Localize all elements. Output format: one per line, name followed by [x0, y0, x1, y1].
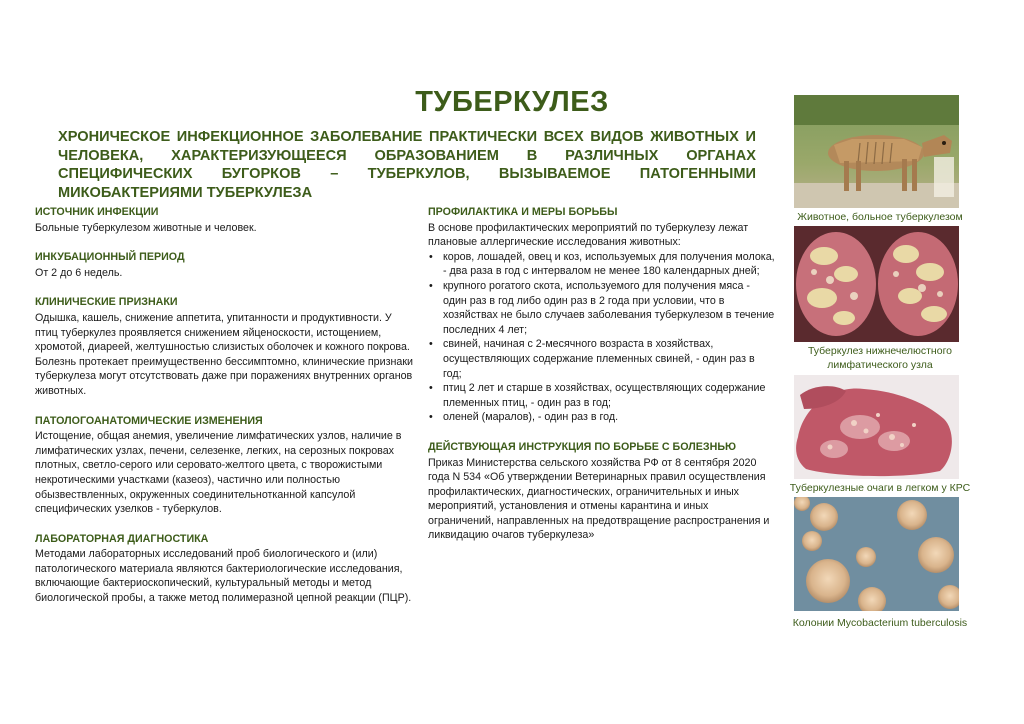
- sick-cow-photo: [794, 95, 959, 208]
- page-title: ТУБЕРКУЛЕЗ: [415, 86, 609, 118]
- page-subtitle: ХРОНИЧЕСКОЕ ИНФЕКЦИОННОЕ ЗАБОЛЕВАНИЕ ПРАКТИЧЕСКИ ВСЕХ ВИДОВ ЖИВОТНЫХ И ЧЕЛОВЕКА, ХАРАКТЕРИЗУЮЩЕЕСЯ ОБРАЗОВАНИЕМ В РАЗЛИЧНЫХ ОРГАНАХ СПЕЦИФИЧЕСКИХ БУГОРКОВ – ТУБЕРКУЛОВ, ВЫЗЫВАЕМОЕ ПАТОГЕННЫМИ МИКОБАКТЕРИЯМИ ТУБЕРКУЛЕЗА: [58, 129, 756, 201]
- section-text: Истощение, общая анемия, увеличение лимфатических узлов, наличие в лимфатических узлах, печени, селезенке, легких, на серозных покровах плотных, светло-серого или серовато-желтого цвета, с творожистыми некротическими участками (казеоз), частично или полностью обызвествленных, окруженных соединительнотканной капсулой специфических узелков - туберкулов.: [35, 430, 402, 516]
- list-item: • оленей (маралов), - один раз в год.: [428, 410, 776, 425]
- section-heading: ИНКУБАЦИОННЫЙ ПЕРИОД: [35, 251, 185, 264]
- section-pathology: [35, 414, 415, 517]
- section-prevention: [428, 205, 776, 425]
- middle-column: [428, 205, 776, 558]
- section-heading: ДЕЙСТВУЮЩАЯ ИНСТРУКЦИЯ ПО БОРЬБЕ С БОЛЕЗНЬЮ: [428, 440, 737, 453]
- left-column: [35, 205, 415, 621]
- photo-caption: Животное, больное туберкулезом: [797, 211, 963, 223]
- section-heading: КЛИНИЧЕСКИЕ ПРИЗНАКИ: [35, 296, 178, 309]
- colonies-photo: [794, 497, 959, 611]
- photo-caption: Туберкулезные очаги в легком у КРС: [789, 482, 971, 494]
- section-heading: ИСТОЧНИК ИНФЕКЦИИ: [35, 206, 159, 218]
- section-heading: ПАТОЛОГОАНАТОМИЧЕСКИЕ ИЗМЕНЕНИЯ: [35, 414, 263, 427]
- section-source: [35, 205, 415, 235]
- section-lab: [35, 532, 415, 606]
- section-incubation: [35, 250, 415, 280]
- section-text: Одышка, кашель, снижение аппетита, упитанности и продуктивности. У птиц туберкулез проявляется снижением яйценоскости, истощением, хромотой, диареей, желтушностью слизистых оболочек и кожного покрова. Болезнь протекает преимущественно бессимптомно, клинические признаки туберкулеза могут отсутствовать даже при поражениях внутренних органов животных.: [35, 311, 413, 397]
- lung-photo: [794, 375, 959, 479]
- list-item: • коров, лошадей, овец и коз, используемых для получения молока, - два раза в год с интервалом не менее 180 календарных дней;: [428, 250, 776, 279]
- section-instruction: [428, 440, 776, 543]
- photo-caption: Туберкулез нижнечелюстного лимфатического узла: [807, 345, 953, 371]
- testing-list: [428, 250, 776, 425]
- section-clinical: [35, 295, 415, 398]
- section-text: В основе профилактических мероприятий по туберкулезу лежат плановые аллергические исследования животных:: [428, 221, 749, 249]
- list-item: • свиней, начиная с 2-месячного возраста в хозяйствах, осуществляющих содержание племенных свиней, - один раз в год;: [428, 337, 776, 381]
- section-text: От 2 до 6 недель.: [35, 266, 123, 279]
- section-heading: ЛАБОРАТОРНАЯ ДИАГНОСТИКА: [35, 532, 209, 545]
- section-heading: ПРОФИЛАКТИКА И МЕРЫ БОРЬБЫ: [428, 206, 618, 218]
- lymph-node-photo: [794, 226, 959, 342]
- section-text: Больные туберкулезом животные и человек.: [35, 221, 257, 234]
- list-item: • крупного рогатого скота, используемого для получения мяса - один раз в год либо один раз в 2 года при условии, что в хозяйствах не было случаев заболевания туберкулезом в течение последних 4 лет;: [428, 279, 776, 337]
- section-text: Методами лабораторных исследований проб биологического и (или) патологического материала являются бактериологические исследования, включающие бактериоскопический, культуральный методы и метод биологической пробы, а также метод полимеразной цепной реакции (ПЦР).: [35, 548, 412, 605]
- section-text: Приказ Министерства сельского хозяйства РФ от 8 сентября 2020 года N 534 «Об утверждении Ветеринарных правил осуществления профилактических, диагностических, ограничительных и иных мероприятий, установления и отмены карантина и иных ограничений, направленных на предотвращение распространения и ликвидацию очагов туберкулеза»: [428, 456, 770, 542]
- photo-caption: Колонии Mycobacterium tuberculosis: [792, 617, 968, 629]
- list-item: • птиц 2 лет и старше в хозяйствах, осуществляющих содержание племенных птиц, - один раз в год;: [428, 381, 776, 410]
